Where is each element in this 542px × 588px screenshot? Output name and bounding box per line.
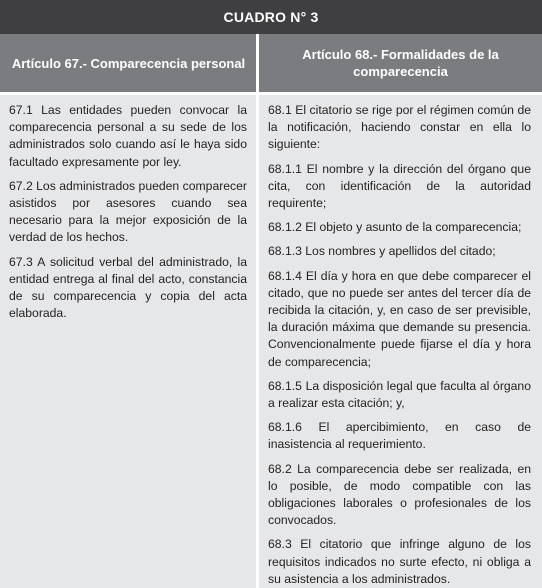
paragraph: 68.3 El citatorio que infringe alguno de los requisitos indicados no surte efecto, ni obliga a su asistencia a los administrados. xyxy=(268,537,531,586)
paragraph: 68.1.3 Los nombres y apellidos del citado; xyxy=(268,244,496,259)
paragraph: 67.1 Las entidades pueden convocar la comparecencia personal a su sede de los administrados solo cuando así le haya sido facultado expresamente por ley. xyxy=(9,103,247,169)
paragraph: 68.1.1 El nombre y la dirección del órgano que cita, con identificación de la autoridad requirente; xyxy=(268,161,531,211)
right-column xyxy=(268,102,531,588)
header-separator xyxy=(0,92,542,95)
paragraph: 68.1.5 La disposición legal que faculta al órgano a realizar esta citación; y, xyxy=(268,378,531,411)
header-right xyxy=(259,34,542,92)
left-column xyxy=(9,102,247,329)
header-right-label: Artículo 68.- Formalidades de la comparecencia xyxy=(302,47,499,79)
paragraph: 68.2 La comparecencia debe ser realizada, en lo posible, de modo compatible con las obligaciones laborales o profesionales de los convocados. xyxy=(268,461,531,528)
header-left xyxy=(0,34,257,92)
paragraph: 68.1.2 El objeto y asunto de la comparecencia; xyxy=(268,220,522,235)
column-divider xyxy=(256,34,259,588)
paragraph: 67.3 A solicitud verbal del administrado, la entidad entrega al final del acto, constancia de su comparecencia y copia del acta elaborada. xyxy=(9,254,247,321)
header-row xyxy=(0,34,542,92)
header-left-label: Artículo 67.- Comparecencia personal xyxy=(11,55,246,71)
paragraph: 68.1.6 El apercibimiento, en caso de inasistencia al requerimiento. xyxy=(268,420,531,452)
table-title: CUADRO N° 3 xyxy=(0,0,542,34)
paragraph: 68.1 El citatorio se rige por el régimen común de la notificación, haciendo constar en ella lo siguiente: xyxy=(268,103,531,152)
paragraph: 67.2 Los administrados pueden comparecer asistidos por asesores cuando sea necesario para la mejor exposición de la verdad de los hechos. xyxy=(9,178,247,245)
paragraph: 68.1.4 El día y hora en que debe comparecer el citado, que no puede ser antes del tercer día de recibida la citación, y, en caso de ser previsible, la duración máxima que demande su presencia. Convencionalmente puede fijarse el día y hora de comparecencia; xyxy=(268,268,531,369)
